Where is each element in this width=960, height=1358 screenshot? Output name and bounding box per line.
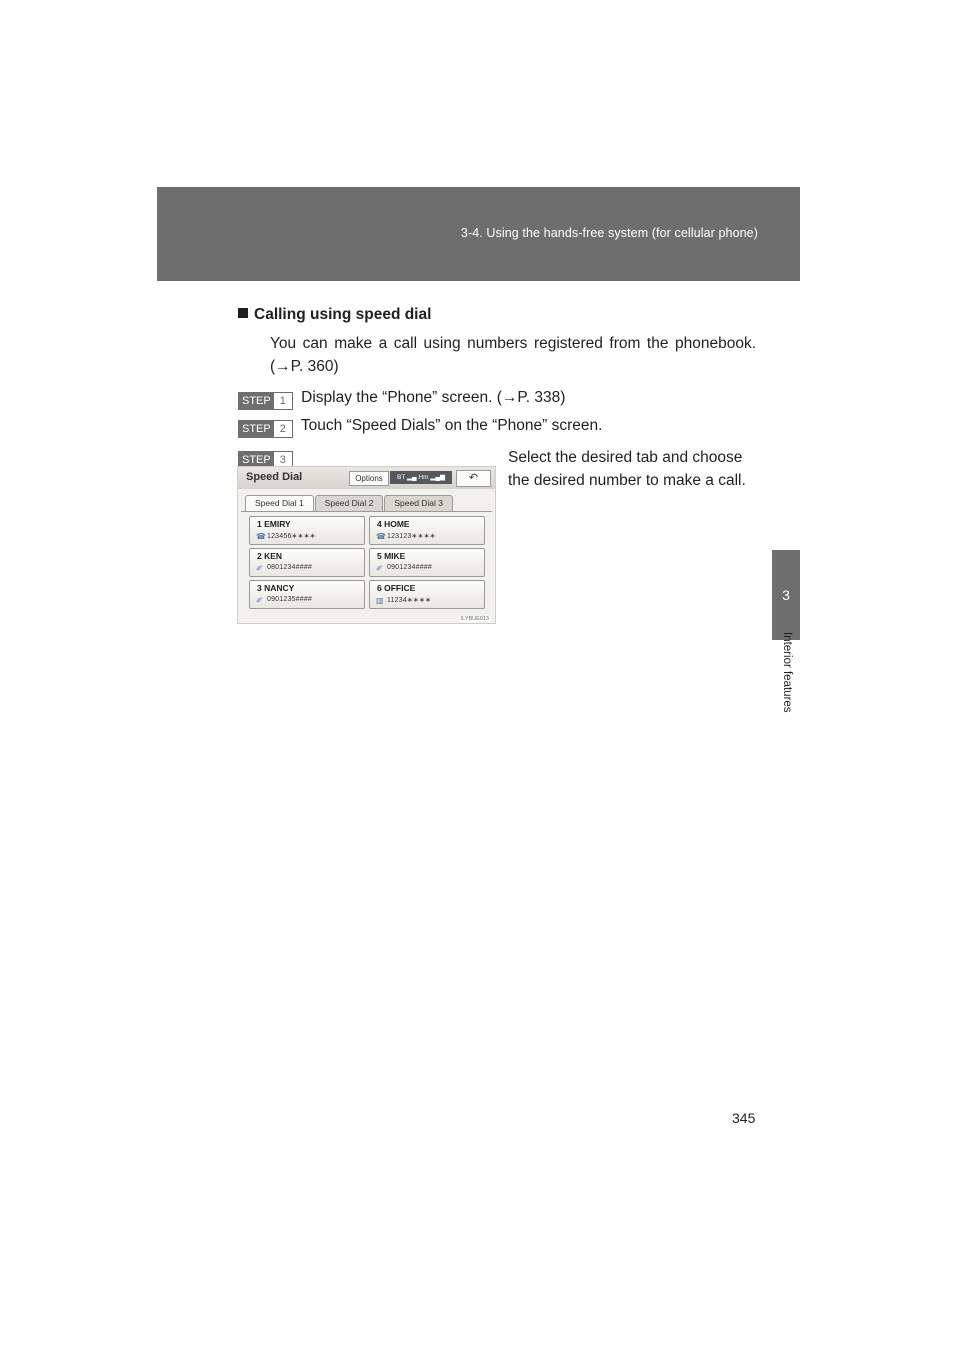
chapter-number-tab: 3 [772,550,800,640]
section-heading [238,306,431,324]
speed-dial-entry[interactable] [249,548,365,577]
image-code: ILYBUE013 [460,616,489,622]
chapter-title-label [779,632,793,732]
entry-number: 0901234#### [387,564,433,571]
section-heading-text: Calling using speed dial [254,306,432,323]
entry-name: 1 EMIRY [257,519,291,529]
page-number: 345 [732,1110,756,1126]
entry-name: 4 HOME [377,519,410,529]
phone-type-icon: ☎ [256,532,266,541]
tab-speed-dial-1[interactable]: Speed Dial 1 [245,495,314,511]
chapter-title-text: Interior features [781,632,793,713]
section-header-title: 3-4. Using the hands-free system (for cellular phone) [460,226,758,240]
status-indicator: BT ▂▄ Hm ▂▄▆ [390,471,452,484]
entry-name: 3 NANCY [257,583,295,593]
phone-type-icon: ✐ [256,596,263,605]
screen-title-bar [238,467,495,489]
screen-title: Speed Dial [246,471,303,483]
step-3-text: Select the desired tab and choose the desired number to make a call. [508,449,746,489]
back-button[interactable]: ↶ [456,470,491,487]
entry-name: 2 KEN [257,551,283,561]
step-1 [238,389,565,410]
entry-number: 11234∗∗∗∗ [387,597,432,604]
phone-type-icon: ✐ [256,564,263,573]
phone-type-icon: ☎ [376,532,386,541]
step-badge [238,392,293,410]
phone-type-icon: ✐ [376,564,383,573]
speed-dial-tabs [245,495,454,511]
speed-dial-grid [249,516,486,609]
speed-dial-entry[interactable] [249,516,365,545]
square-bullet-icon [238,308,248,318]
step-2 [238,417,602,438]
step-badge-label: STEP [239,452,274,468]
step-badge [238,420,293,438]
step-badge-number: 2 [274,421,292,437]
entry-number: 123456∗∗∗∗ [267,533,316,540]
step-text: Display the “Phone” screen. (→P. 338) [301,389,566,406]
entry-number: 123123∗∗∗∗ [387,533,436,540]
step-badge-number: 3 [274,452,292,468]
tab-speed-dial-3[interactable]: Speed Dial 3 [384,495,453,511]
speed-dial-entry[interactable] [249,580,365,609]
speed-dial-entry[interactable] [369,516,485,545]
entry-number: 0801234#### [267,564,313,571]
entry-number: 0901235#### [267,596,313,603]
options-button[interactable]: Options [349,471,389,486]
entry-name: 6 OFFICE [377,583,416,593]
header-band [157,187,800,281]
step-badge-label: STEP [239,421,274,437]
tab-divider [241,511,492,512]
speed-dial-entry[interactable] [369,580,485,609]
speed-dial-entry[interactable] [369,548,485,577]
step-text: Touch “Speed Dials” on the “Phone” screen. [300,417,603,434]
step-badge-label: STEP [239,393,274,409]
entry-name: 5 MIKE [377,551,406,561]
phone-type-icon: ▥ [376,596,384,605]
tab-speed-dial-2[interactable]: Speed Dial 2 [315,495,384,511]
section-body: You can make a call using numbers registered from the phonebook. (→P. 360) [270,335,756,375]
speed-dial-screen [237,466,496,624]
step-badge-number: 1 [274,393,292,409]
